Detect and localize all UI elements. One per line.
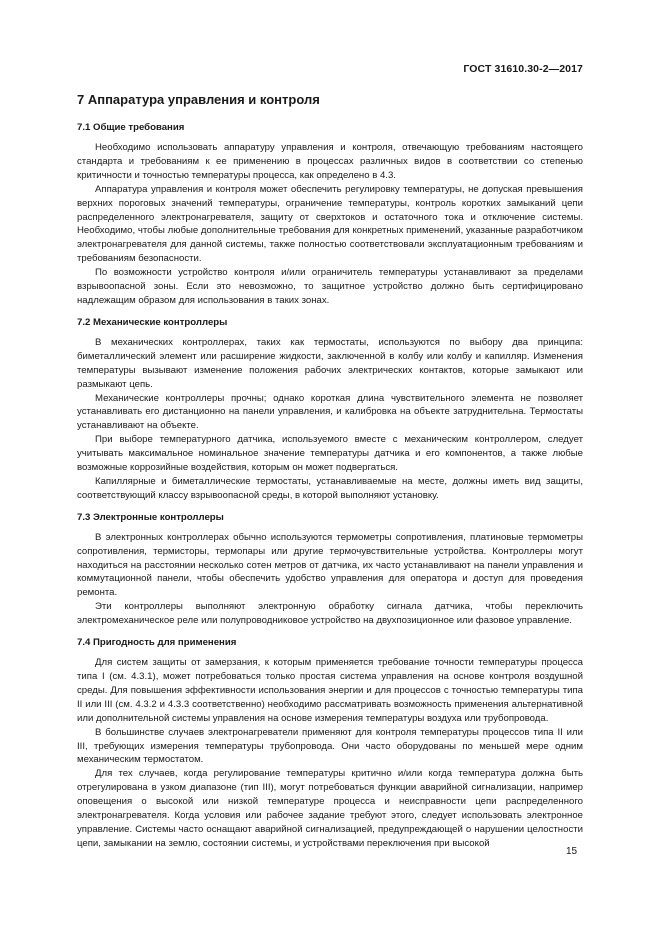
subsection-title: 7.3 Электронные контроллеры xyxy=(77,511,224,523)
paragraph: В большинстве случаев электронагреватели применяют для контроля температуры процессов типа II или III, требующих измерения температуры трубопровода. Они часто оборудованы по меньшей мере одним механическим термостатом. xyxy=(77,726,583,766)
paragraph: В электронных контроллерах обычно используются термометры сопротивления, платиновые термометры сопротивления, термисторы, термопары или другие термочувствительные устройства. Контроллеры могут находиться на расстоянии несколько сотен метров от датчика, их часто устанавливают на панели управления и коммутационной панели, чтобы обеспечить удобство управления для оператора и доступ для проведения ремонта. xyxy=(77,531,583,599)
subsection-7-3 xyxy=(77,511,583,628)
subsection-7-1 xyxy=(77,121,583,308)
subsection-title: 7.1 Общие требования xyxy=(77,122,185,133)
paragraph: При выборе температурного датчика, используемого вместе с механическим контроллером, следует учитывать максимальное номинальное значение температуры датчика и его компонентов, а также любые возможные коррозийные воздействия, которым он может подвергаться. xyxy=(77,434,583,474)
page-content xyxy=(77,91,583,859)
subsection-title: 7.2 Механические контроллеры xyxy=(77,316,228,328)
paragraph: Эти контроллеры выполняют электронную обработку сигнала датчика, чтобы переключить электромеханическое реле или полупроводниковое устройство на двухпозиционное или фазовое управление. xyxy=(77,601,583,627)
document-code: ГОСТ 31610.30-2—2017 xyxy=(463,63,583,75)
subsection-7-4 xyxy=(77,636,583,851)
paragraph: Для систем защиты от замерзания, к которым применяется требование точности температуры процесса типа I (см. 4.3.1), может потребоваться только простая система управления на основе контроля воздушной среды. Для повышения эффективности использования энергии и для процессов с точностью температуры типа II или III (см. 4.3.2 и 4.3.3 соответственно) необходимо рассматривать возможность применения альтернативной или дополнительной системы управления на основе измерения температуры воздуха или трубопровода. xyxy=(77,657,583,724)
paragraph: В механических контроллерах, таких как термостаты, используются по выбору два принципа: биметаллический элемент или расширение жидкости, заключенной в колбу или колбу и капилляр. Изменения температуры вызывают изменение положения рабочих электрических контактов, которые замыкают или размыкают цепь. xyxy=(77,336,583,390)
paragraph: Аппаратура управления и контроля может обеспечить регулировку температуры, не допуская превышения верхних пороговых значений температуры, ограничение температуры, контроль коротких замыканий цепи распределенного электронагревателя, защиту от сверхтоков и остаточного тока и отключение системы. Необходимо, чтобы любые дополнительные требования для конкретных применений, указанные разработчиком электронагревателя для данной системы, также полностью соответствовали эксплуатационным требованиям и требованиям безопасности. xyxy=(77,183,583,265)
paragraph: Необходимо использовать аппаратуру управления и контроля, отвечающую требованиям настоящего стандарта и требованиям к ее применению в процессах различных видов в соответствии со степенью критичности и точностью температуры процесса, как определено в 4.3. xyxy=(77,142,583,181)
page-number: 15 xyxy=(566,846,578,857)
section-title: 7 Аппаратура управления и контроля xyxy=(77,92,320,107)
paragraph: Механические контроллеры прочны; однако короткая длина чувствительного элемента не позволяет устанавливать его дистанционно на панели управления, и калибровка на объекте затруднительна. Термостаты устанавливают на объекте. xyxy=(77,392,583,432)
subsection-title: 7.4 Пригодность для применения xyxy=(77,637,237,649)
paragraph: По возможности устройство контроля и/или ограничитель температуры устанавливают за пределами взрывоопасной зоны. Если это невозможно, то защитное устройство должно быть сертифицировано надлежащим образом для использования в таких зонах. xyxy=(77,267,583,306)
paragraph: Для тех случаев, когда регулирование температуры критично и/или когда температура должна быть отрегулирована в узком диапазоне (тип III), могут потребоваться функции аварийной сигнализации, например оповещения о высокой или низкой температуре процесса и неисправности цепи распределенного электронагревателя. Когда условия или рабочее задание требуют этого, следует использовать электронное управление. Системы часто оснащают аварийной сигнализацией, предупреждающей о нарушении целостности цепи, замыкании на землю, состоянии системы, и устройствами переключения при высокой xyxy=(77,768,583,849)
subsection-7-2 xyxy=(77,316,583,503)
paragraph: Капиллярные и биметаллические термостаты, устанавливаемые на месте, должны иметь вид защиты, соответствующий классу взрывоопасной среды, в которой выполняют установку. xyxy=(77,475,583,501)
